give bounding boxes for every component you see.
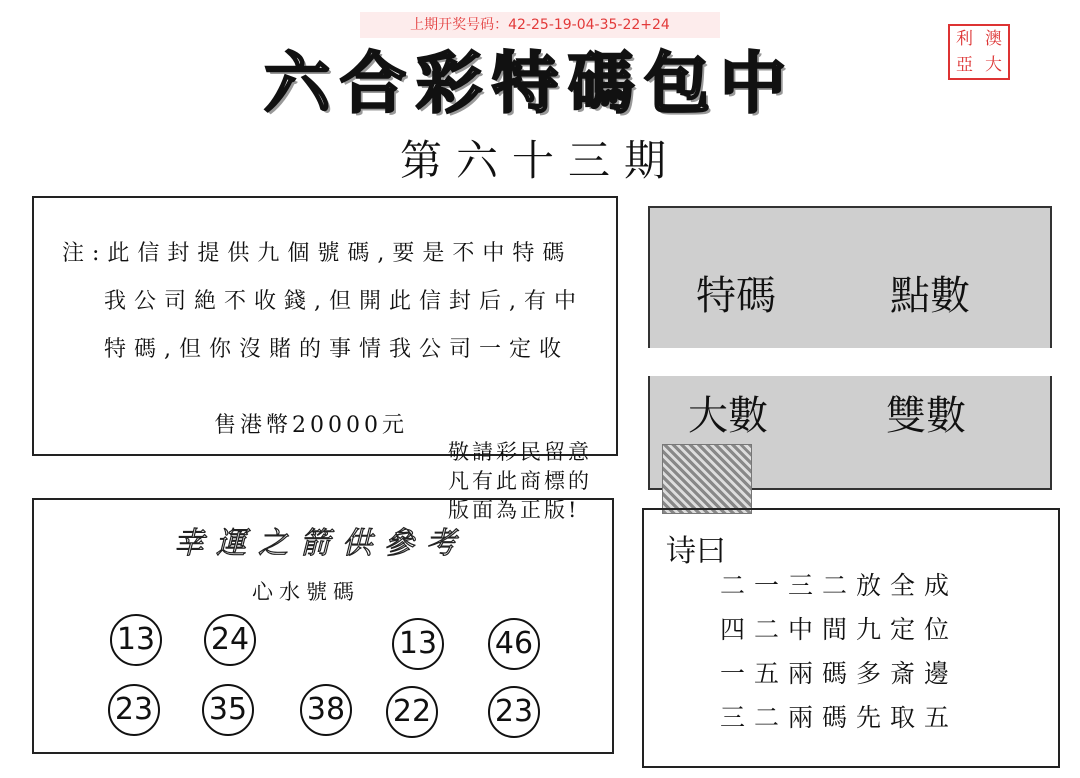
lucky-title: 幸運之箭供參考 [174, 526, 468, 561]
reminder-line: 凡有此商標的 [448, 469, 592, 493]
price-label: 售港幣20000元 [214, 413, 408, 438]
panel-divider [648, 348, 1052, 376]
notice-line: 我公司絶不收錢,但開此信封后,有中 [104, 289, 584, 314]
reminder-line: 版面為正版! [448, 498, 580, 522]
number-ball: 35 [202, 684, 254, 736]
number-ball: 46 [488, 618, 540, 670]
poem-box [642, 508, 1060, 768]
category-big-number: 大數 [688, 393, 768, 439]
poem-title: 诗曰 [666, 534, 726, 569]
number-ball: 24 [204, 614, 256, 666]
notice-box [32, 196, 618, 456]
number-ball: 23 [488, 686, 540, 738]
reminder-line: 敬請彩民留意 [448, 440, 592, 464]
notice-line: 特碼,但你沒賭的事情我公司一定收 [104, 337, 569, 362]
seal-char: 大 [985, 54, 1002, 75]
category-special-code: 特碼 [696, 273, 776, 319]
poem-line: 四二中間九定位 [720, 615, 959, 644]
number-ball: 22 [386, 686, 438, 738]
poem-line: 三二兩碼先取五 [720, 703, 959, 732]
notice-line: 注:此信封提供九個號碼,要是不中特碼 [62, 241, 573, 266]
seal-char: 澳 [985, 28, 1002, 49]
lucky-numbers-box [32, 498, 614, 754]
number-ball: 38 [300, 684, 352, 736]
category-points: 點數 [890, 273, 970, 319]
seal-char: 利 [956, 28, 973, 49]
red-seal-stamp [948, 24, 1010, 80]
heart-numbers-label: 心水號碼 [252, 580, 360, 604]
seal-char: 亞 [956, 54, 973, 75]
main-title: 六合彩特碼包中 [264, 44, 796, 122]
poem-line: 二一三二放全成 [720, 571, 959, 600]
number-ball: 13 [392, 618, 444, 670]
category-even-number: 雙數 [886, 393, 966, 439]
issue-number: 第六十三期 [399, 136, 680, 185]
poem-line: 一五兩碼多斎邊 [720, 659, 959, 688]
number-ball: 23 [108, 684, 160, 736]
trademark-logo-image [662, 444, 752, 514]
last-draw-banner: 上期开奖号码：42-25-19-04-35-22+24 [360, 12, 720, 38]
number-ball: 13 [110, 614, 162, 666]
